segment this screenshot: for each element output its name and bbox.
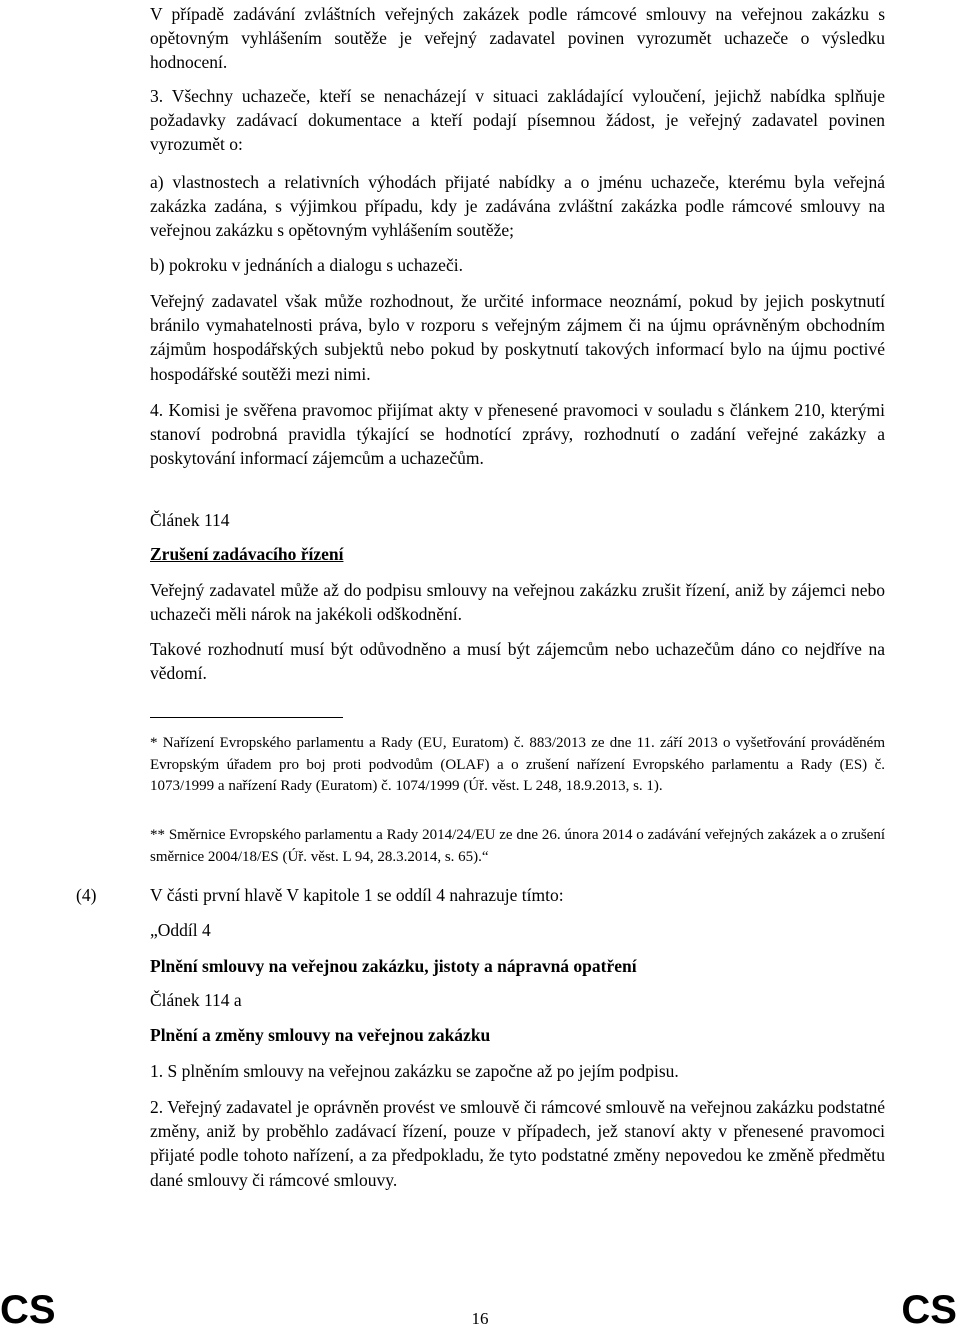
paragraph-point-4: 4. Komisi je svěřena pravomoc přijímat akty v přenesené pravomoci v souladu s článkem 210, kterými stanoví podrobná pravidla týkající se hodnotící zprávy, rozhodnutí o zadání veřejné zakázky a poskytování informací zájemcům a uchazečům. — [150, 400, 885, 469]
section-4-title: Plnění smlouvy na veřejnou zakázku, jistoty a nápravná opatření — [150, 956, 637, 976]
paragraph-cancellation: Veřejný zadavatel může až do podpisu smlouvy na veřejnou zakázku zrušit řízení, aniž by zájemci nebo uchazeči měli nárok na jakékoli odškodnění. — [150, 580, 885, 625]
paragraph-point-3: 3. Všechny uchazeče, kteří se nenacházejí v situaci zakládající vyloučení, jejichž nabídka splňuje požadavky zadávací dokumentace a kteří podají písemnou žádost, je veřejný zadavatel povinen vyrozumět o: — [150, 86, 885, 155]
amendment-number: (4) — [76, 885, 97, 905]
article-114a-item-2: 2. Veřejný zadavatel je oprávněn provést ve smlouvě či rámcové smlouvě na veřejnou zakázku podstatné změny, aniž by proběhlo zadávací řízení, pouze v případech, jež stanoví akty v přenesené pravomoci přijaté podle tohoto nařízení, a za předpokladu, že tyto podstatné změny nepovedou ke změně předmětu dané smlouvy či rámcové smlouvy. — [150, 1097, 885, 1190]
article-114-heading: Zrušení zadávacího řízení — [150, 544, 344, 564]
language-code-right: CS — [901, 1288, 957, 1332]
amendment-intro: V části první hlavě V kapitole 1 se oddíl 4 nahrazuje tímto: — [150, 885, 564, 905]
footnote-directive: ** Směrnice Evropského parlamentu a Rady 2014/24/EU ze dne 26. února 2014 o zadávání veřejných zakázek a o zrušení směrnice 2004/18/ES (Úř. věst. L 94, 28.3.2014, s. 65).“ — [150, 827, 885, 865]
paragraph-exception: Veřejný zadavatel však může rozhodnout, že určité informace neoznámí, pokud by jejich poskytnutí bránilo vymahatelnosti práva, bylo v rozporu s veřejným zájmem či na újmu oprávněným obchodním zájmům hospodářských subjektů nebo pokud by poskytnutí takových informací bylo na újmu poctivé hospodářské soutěži mezi nimi. — [150, 291, 885, 384]
article-114a-title: Plnění a změny smlouvy na veřejnou zakázku — [150, 1025, 491, 1045]
article-114a-item-1: 1. S plněním smlouvy na veřejnou zakázku se započne až po jejím podpisu. — [150, 1061, 679, 1081]
article-114a-label: Článek 114 a — [150, 990, 242, 1010]
paragraph-framework-contract: V případě zadávání zvláštních veřejných zakázek podle rámcové smlouvy na veřejnou zakázku s opětovným vyhlášením soutěže je veřejný zadavatel povinen vyrozumět uchazeče o výsledku hodnocení. — [150, 4, 885, 73]
section-4-label: „Oddíl 4 — [150, 920, 211, 940]
language-code-left: CS — [0, 1288, 56, 1332]
page-number: 16 — [471, 1309, 489, 1328]
footnote-olaf: * Nařízení Evropského parlamentu a Rady (EU, Euratom) č. 883/2013 ze dne 11. září 2013 o vyšetřování prováděném Evropským úřadem pro boj proti podvodům (OLAF) a o zrušení nařízení Evropského parlamentu a Rady (ES) č. 1073/1999 a nařízení Rady (Euratom) č. 1074/1999 (Úř. věst. L 248, 18.9.2013, s. 1). — [150, 735, 885, 794]
paragraph-decision: Takové rozhodnutí musí být odůvodněno a musí být zájemcům nebo uchazečům dáno co nejdříve na vědomí. — [150, 639, 885, 684]
paragraph-point-b: b) pokroku v jednáních a dialogu s uchazeči. — [150, 255, 463, 275]
article-114-label: Článek 114 — [150, 510, 230, 530]
footnote-separator — [150, 717, 343, 718]
paragraph-point-a: a) vlastnostech a relativních výhodách přijaté nabídky a o jménu uchazeče, kterému byla veřejná zakázka zadána, s výjimkou případu, kdy je zadávána zvláštní zakázka podle rámcové smlouvy na veřejnou zakázku s opětovným vyhlášením soutěže; — [150, 172, 885, 241]
